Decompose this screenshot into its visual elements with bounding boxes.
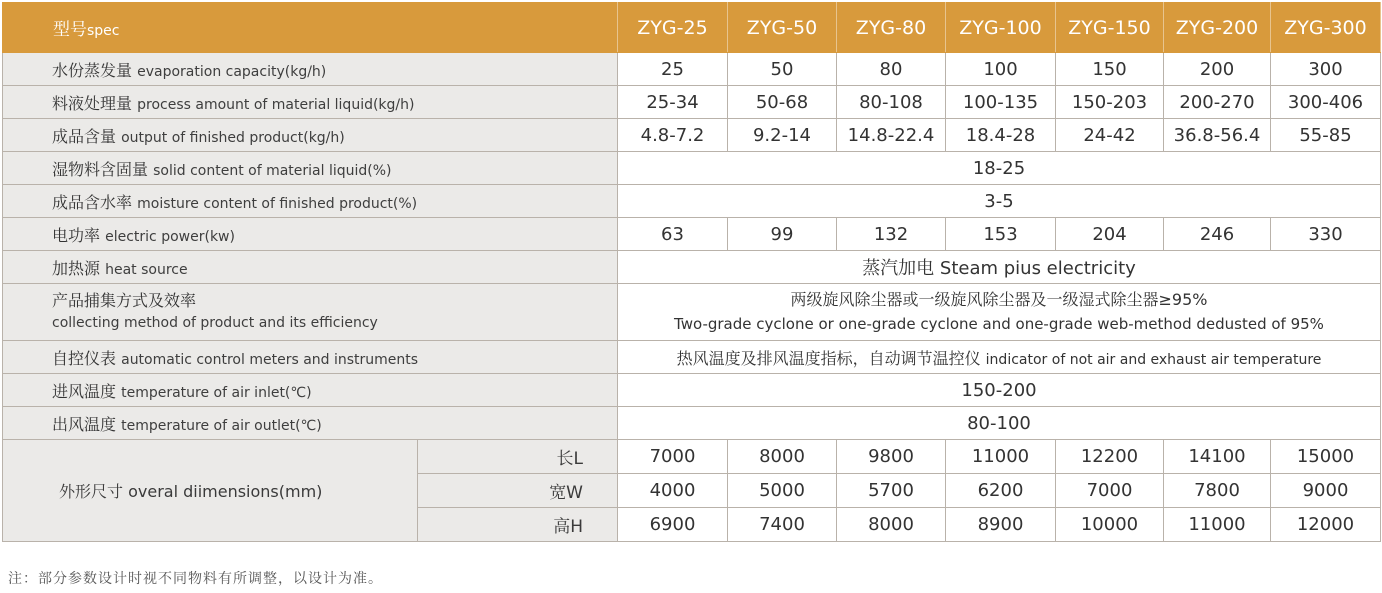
row-dimension-length: [3, 440, 1381, 474]
cell: 4000: [618, 474, 728, 508]
cell: 15000: [1271, 440, 1381, 474]
row-label: 进风温度 temperature of air inlet(℃): [3, 374, 618, 407]
row-power: [3, 218, 1381, 251]
dimensions-label: 外形尺寸 overal diimensions(mm): [3, 440, 418, 542]
cell: 14100: [1164, 440, 1271, 474]
cell-span: 蒸汽加电 Steam pius electricity: [618, 251, 1381, 284]
cell: 7000: [618, 440, 728, 474]
cell: 6900: [618, 508, 728, 542]
cell: 12000: [1271, 508, 1381, 542]
header-row: [3, 3, 1381, 53]
dimension-sublabel: 高H: [418, 508, 618, 542]
cell: 36.8-56.4: [1164, 119, 1271, 152]
row-moisture: [3, 185, 1381, 218]
cell: 8000: [728, 440, 837, 474]
cell: 9000: [1271, 474, 1381, 508]
cell: 100-135: [946, 86, 1056, 119]
row-process-amount: [3, 86, 1381, 119]
cell-span: 150-200: [618, 374, 1381, 407]
footnote: 注：部分参数设计时视不同物料有所调整，以设计为准。: [8, 571, 383, 587]
header-model: ZYG-150: [1056, 3, 1164, 53]
cell: 132: [837, 218, 946, 251]
cell: 25: [618, 53, 728, 86]
cell: 330: [1271, 218, 1381, 251]
cell: 7400: [728, 508, 837, 542]
cell: 9800: [837, 440, 946, 474]
row-label: 湿物料含固量 solid content of material liquid(%): [3, 152, 618, 185]
header-model: ZYG-300: [1271, 3, 1381, 53]
row-label: 水份蒸发量 evaporation capacity(kg/h): [3, 53, 618, 86]
dimension-sublabel: 长L: [418, 440, 618, 474]
cell-span: 热风温度及排风温度指标，自动调节温控仪 indicator of not air and exhaust air temperature: [618, 341, 1381, 374]
cell: 25-34: [618, 86, 728, 119]
row-air-inlet: [3, 374, 1381, 407]
header-model: ZYG-200: [1164, 3, 1271, 53]
cell: 246: [1164, 218, 1271, 251]
cell: 8000: [837, 508, 946, 542]
row-solid-content: [3, 152, 1381, 185]
cell: 150-203: [1056, 86, 1164, 119]
row-label: 电功率 electric power(kw): [3, 218, 618, 251]
cell: 50: [728, 53, 837, 86]
cell: 7800: [1164, 474, 1271, 508]
cell: 204: [1056, 218, 1164, 251]
cell: 50-68: [728, 86, 837, 119]
cell-span: 80-100: [618, 407, 1381, 440]
cell: 24-42: [1056, 119, 1164, 152]
cell: 10000: [1056, 508, 1164, 542]
cell: 300-406: [1271, 86, 1381, 119]
row-label: 加热源 heat source: [3, 251, 618, 284]
cell: 7000: [1056, 474, 1164, 508]
cell: 200-270: [1164, 86, 1271, 119]
cell: 8900: [946, 508, 1056, 542]
cell: 11000: [1164, 508, 1271, 542]
cell: 63: [618, 218, 728, 251]
row-label: 料液处理量 process amount of material liquid(kg/h): [3, 86, 618, 119]
row-label: 出风温度 temperature of air outlet(℃): [3, 407, 618, 440]
header-spec: 型号spec: [3, 3, 618, 53]
cell: 80: [837, 53, 946, 86]
cell: 99: [728, 218, 837, 251]
row-output: [3, 119, 1381, 152]
cell: 150: [1056, 53, 1164, 86]
cell: 80-108: [837, 86, 946, 119]
cell: 4.8-7.2: [618, 119, 728, 152]
row-label: 自控仪表 automatic control meters and instruments: [3, 341, 618, 374]
dimension-sublabel: 宽W: [418, 474, 618, 508]
cell: 300: [1271, 53, 1381, 86]
cell: 200: [1164, 53, 1271, 86]
header-model: ZYG-50: [728, 3, 837, 53]
cell: 55-85: [1271, 119, 1381, 152]
row-label: 成品含水率 moisture content of finished product(%): [3, 185, 618, 218]
cell: 14.8-22.4: [837, 119, 946, 152]
row-heat-source: [3, 251, 1381, 284]
row-auto-control: [3, 341, 1381, 374]
spec-table: [2, 2, 1381, 542]
row-air-outlet: [3, 407, 1381, 440]
row-label: 产品捕集方式及效率 collecting method of product and its efficiency: [3, 284, 618, 341]
cell: 12200: [1056, 440, 1164, 474]
cell: 100: [946, 53, 1056, 86]
cell: 18.4-28: [946, 119, 1056, 152]
header-model: ZYG-100: [946, 3, 1056, 53]
header-model: ZYG-25: [618, 3, 728, 53]
cell: 9.2-14: [728, 119, 837, 152]
cell-span: 3-5: [618, 185, 1381, 218]
cell: 5000: [728, 474, 837, 508]
cell: 6200: [946, 474, 1056, 508]
cell: 5700: [837, 474, 946, 508]
cell: 11000: [946, 440, 1056, 474]
header-model: ZYG-80: [837, 3, 946, 53]
row-label: 成品含量 output of finished product(kg/h): [3, 119, 618, 152]
cell-span: 两级旋风除尘器或一级旋风除尘器及一级湿式除尘器≥95% Two-grade cyclone or one-grade cyclone and one-grade web-method dedusted of 95%: [618, 284, 1381, 341]
cell-span: 18-25: [618, 152, 1381, 185]
row-evaporation: [3, 53, 1381, 86]
row-collecting-method: [3, 284, 1381, 341]
cell: 153: [946, 218, 1056, 251]
